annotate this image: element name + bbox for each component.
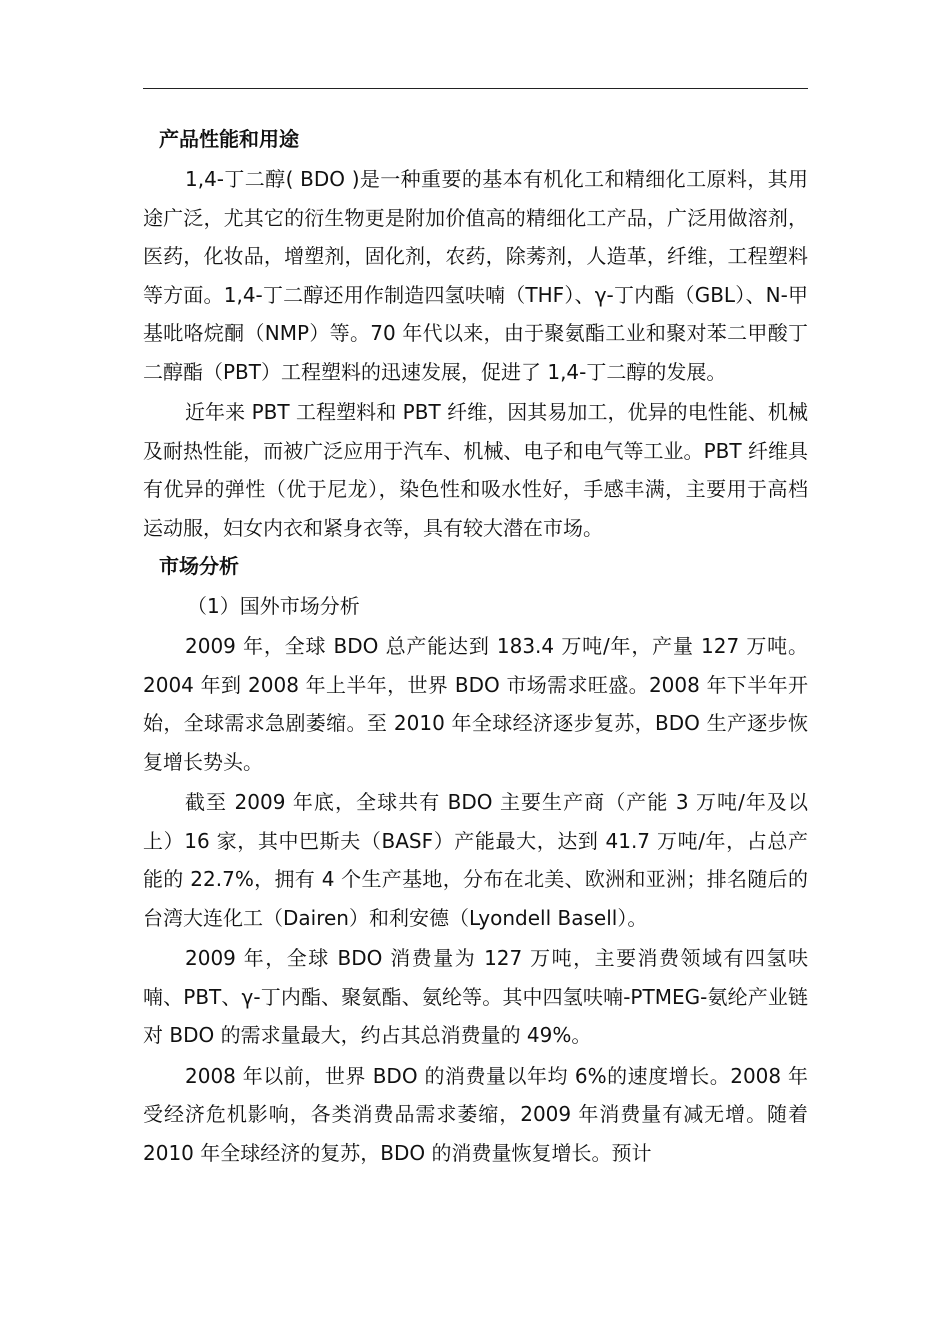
section-heading-market: 市场分析: [159, 554, 239, 578]
paragraph: 1,4-丁二醇( BDO )是一种重要的基本有机化工和精细化工原料，其用途广泛，尤其它的衍生物更是附加价值高的精细化工产品，广泛用做溶剂，医药，化妆品，增塑剂，固化剂，农药，除莠剂，人造革，纤维，工程塑料等方面。1,4-丁二醇还用作制造四氢呋喃（THF）、γ-丁内酯（GBL）、N-甲基吡咯烷酮（NMP）等。70 年代以来，由于聚氨酯工业和聚对苯二甲酸丁二醇酯（PBT）工程塑料的迅速发展，促进了 1,4-丁二醇的发展。: [143, 167, 808, 384]
subsection-heading-foreign-market: （1）国外市场分析: [187, 594, 360, 618]
paragraph: 近年来 PBT 工程塑料和 PBT 纤维，因其易加工，优异的电性能、机械及耐热性能，而被广泛应用于汽车、机械、电子和电气等工业。PBT 纤维具有优异的弹性（优于尼龙），染色性和吸水性好，手感丰满，主要用于高档运动服，妇女内衣和紧身衣等，具有较大潜在市场。: [143, 400, 808, 540]
paragraph: 2008 年以前，世界 BDO 的消费量以年均 6%的速度增长。2008 年受经济危机影响，各类消费品需求萎缩，2009 年消费量有减无增。随着 2010 年全球经济的复苏，BDO 的消费量恢复增长。预计: [143, 1063, 808, 1165]
paragraph: 截至 2009 年底，全球共有 BDO 主要生产商（产能 3 万吨/年及以上）16 家，其中巴斯夫（BASF）产能最大，达到 41.7 万吨/年，占总产能的 22.7%，拥有 4 个生产基地，分布在北美、欧洲和亚洲；排名随后的台湾大连化工（Dairen）和利安德（Lyondell Basell）。: [143, 790, 808, 930]
section-heading-product: 产品性能和用途: [159, 127, 299, 151]
header-rule: [143, 88, 808, 89]
document-body: [143, 120, 808, 1172]
paragraph: 2009 年，全球 BDO 消费量为 127 万吨，主要消费领域有四氢呋喃、PBT、γ-丁内酯、聚氨酯、氨纶等。其中四氢呋喃-PTMEG-氨纶产业链对 BDO 的需求量最大，约占其总消费量的 49%。: [143, 946, 808, 1047]
paragraph: 2009 年，全球 BDO 总产能达到 183.4 万吨/年，产量 127 万吨。2004 年到 2008 年上半年，世界 BDO 市场需求旺盛。2008 年下半年开始，全球需求急剧萎缩。至 2010 年全球经济逐步复苏，BDO 生产逐步恢复增长势头。: [143, 634, 808, 774]
